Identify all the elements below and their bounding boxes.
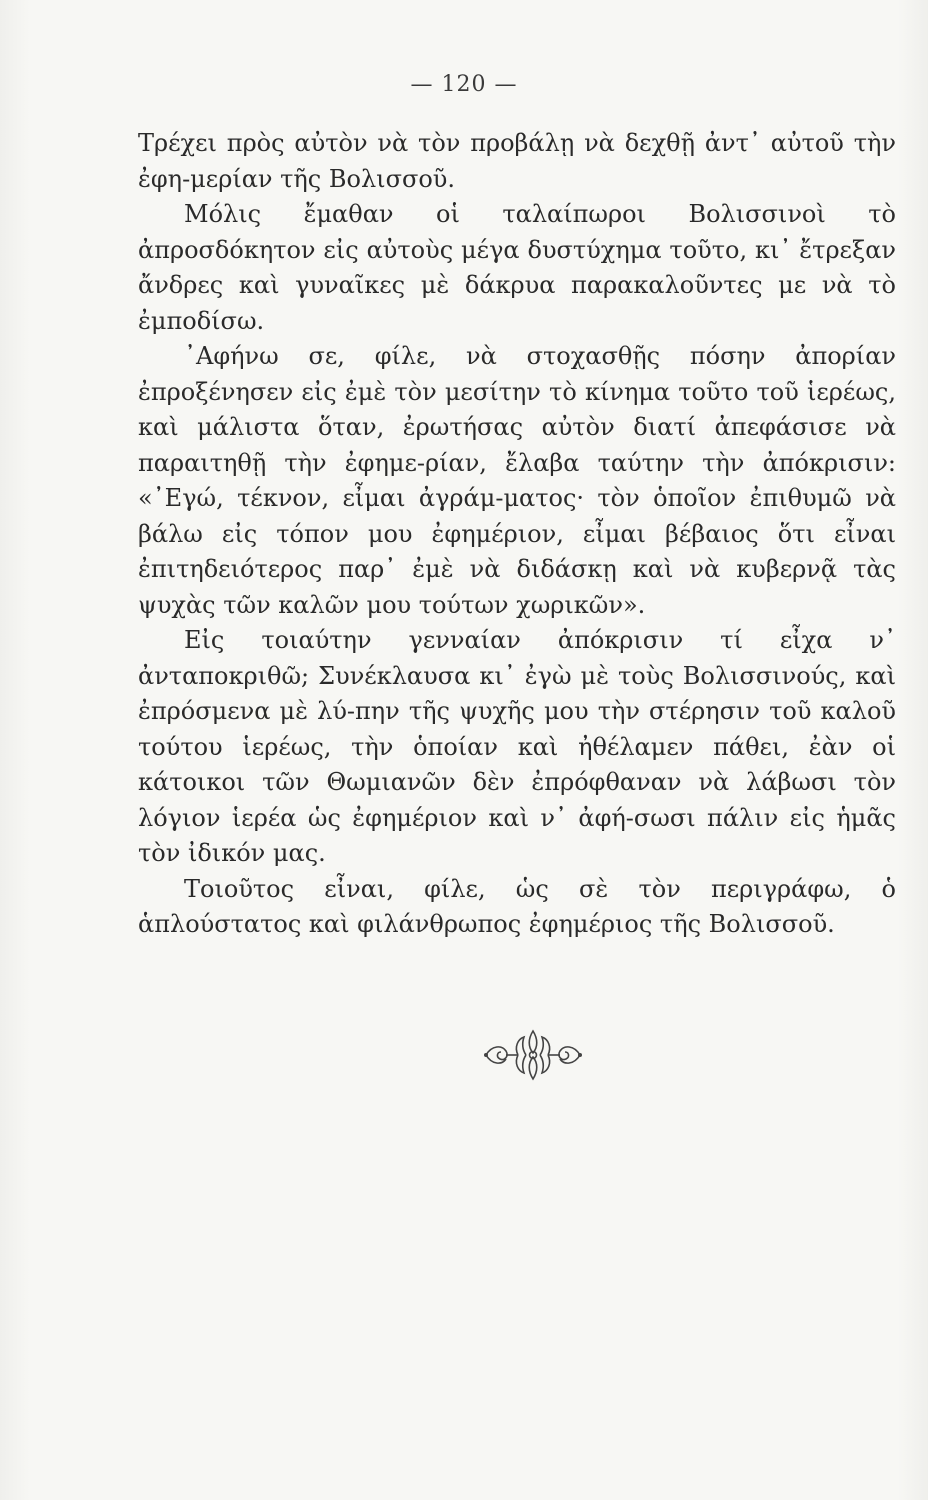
paragraph-5: Τοιοῦτος εἶναι, φίλε, ὡς σὲ τὸν περιγράφω, ὁ ἁπλούστατος καὶ φιλάνθρωπος ἐφημέριος τῆς Βολισσοῦ.	[138, 874, 896, 938]
paragraph-4: Εἰς τοιαύτην γενναίαν ἀπόκρισιν τί εἶχα ν᾽ ἀνταποκριθῶ; Συνέκλαυσα κι᾽ ἐγὼ μὲ τοὺς Βολισσινούς, καὶ ἐπρόσμενα μὲ λύ-πην τῆς ψυχῆς μου τὴν στέρησιν τοῦ καλοῦ τούτου ἱερέως, τὴν ὁποίαν καὶ ἠθέλαμεν πάθει, ἐὰν οἱ κάτοικοι τῶν Θωμιανῶν δὲν ἐπρόφθαναν νὰ λάβωσι τὸν λόγιον ἱερέα ὡς ἐφημέριον καὶ ν᾽ ἀφή-σωσι πάλιν εἰς ἡμᾶς τὸν ἰδικόν μας.	[138, 626, 896, 867]
paragraph-3: ᾽Αφήνω σε, φίλε, νὰ στοχασθῇς πόσην ἀπορίαν ἐπροξένησεν εἰς ἐμὲ τὸν μεσίτην τὸ κίνημα τοῦτο τοῦ ἱερέως, καὶ μάλιστα ὅταν, ἐρωτήσας αὐτὸν διατί ἀπεφάσισε νὰ παραιτηθῇ τὴν ἐφημε-ρίαν, ἔλαβα ταύτην τὴν ἀπόκρισιν: «᾽Εγώ, τέκνον, εἶμαι ἀγράμ-ματος· τὸν ὁποῖον ἐπιθυμῶ νὰ βάλω εἰς τόπον μου ἐφημέριον, εἶμαι βέβαιος ὅτι εἶναι ἐπιτηδειότερος παρ᾽ ἐμὲ νὰ διδάσκῃ καὶ νὰ κυβερνᾷ τὰς ψυχὰς τῶν καλῶν μου τούτων χωρικῶν».	[138, 342, 896, 619]
body-text	[138, 126, 896, 943]
paragraph-1: Τρέχει πρὸς αὐτὸν νὰ τὸν προβάλῃ νὰ δεχθῇ ἀντ᾽ αὐτοῦ τὴν ἐφη-μερίαν τῆς Βολισσοῦ.	[138, 129, 896, 193]
page-number: — 120 —	[410, 72, 518, 97]
paragraph-2: Μόλις ἔμαθαν οἱ ταλαίπωροι Βολισσινοὶ τὸ ἀπροσδόκητον εἰς αὐτοὺς μέγα δυστύχημα τοῦτο, κι᾽ ἔτρεξαν ἄνδρες καὶ γυναῖκες μὲ δάκρυα παρακαλοῦντες με νὰ τὸ ἐμποδίσω.	[138, 200, 896, 335]
fleuron-ornament-icon	[478, 1025, 588, 1085]
